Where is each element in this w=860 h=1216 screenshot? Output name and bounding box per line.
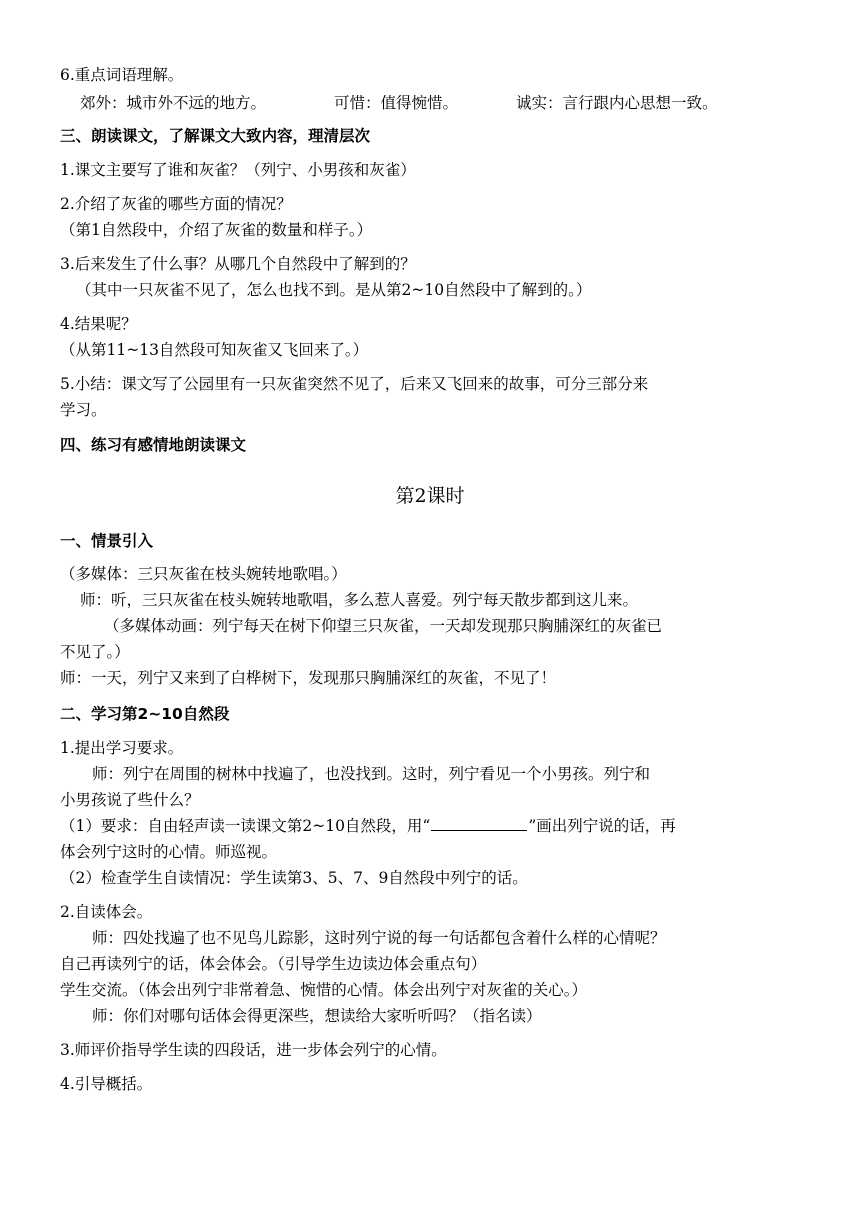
step-2-title: 2.自读体会。 [60,903,153,921]
step-1-title: 1.提出学习要求。 [60,739,184,757]
definition-chengshi: 诚实：言行跟内心思想一致。 [516,94,718,112]
question-1: 1.课文主要写了谁和灰雀？（列宁、小男孩和灰雀） [60,161,416,179]
step-1-teacher-line-2: 小男孩说了些什么？ [60,791,200,809]
heading-study-paragraphs: 二、学习第2~10自然段 [60,705,230,723]
step-4: 4.引导概括。 [60,1075,153,1093]
animation-note-line-1: （多媒体动画：列宁每天在树下仰望三只灰雀，一天却发现那只胸脯深红的灰雀已 [104,617,663,635]
multimedia-note: （多媒体：三只灰雀在枝头婉转地歌唱。） [60,565,347,583]
answer-2: （第1自然段中，介绍了灰雀的数量和样子。） [60,221,373,239]
step-1-teacher-line-1: 师：列宁在周围的树林中找遍了，也没找到。这时，列宁看见一个小男孩。列宁和 [92,765,651,783]
question-3: 3.后来发生了什么事？从哪几个自然段中了解到的？ [60,255,416,273]
requirement-2: （2）检查学生自读情况：学生读第3、5、7、9自然段中列宁的话。 [60,869,528,887]
lesson-2-title: 第2课时 [395,485,465,507]
definition-jiaowai: 郊外：城市外不远的地方。 [80,94,267,112]
heading-section-3: 三、朗读课文，了解课文大致内容，理清层次 [60,127,371,145]
heading-scene-intro: 一、情景引入 [60,532,154,550]
requirement-1-part-b: ”画出列宁说的话，再 [528,817,676,835]
requirement-1-line-2: 体会列宁这时的心情。师巡视。 [60,843,278,861]
summary-line-1: 5.小结：课文写了公园里有一只灰雀突然不见了，后来又飞回来的故事，可分三部分来 [60,375,649,393]
question-2: 2.介绍了灰雀的哪些方面的情况？ [60,195,292,213]
question-4: 4.结果呢？ [60,315,137,333]
step-2-teacher-line-2: 自己再读列宁的话，体会体会。（引导学生边读边体会重点句） [60,955,487,973]
item-6-title: 6.重点词语理解。 [60,66,184,84]
heading-section-4: 四、练习有感情地朗读课文 [60,436,247,454]
summary-line-2: 学习。 [60,401,107,419]
step-2-teacher-line-1: 师：四处找遍了也不见鸟儿踪影，这时列宁说的每一句话都包含着什么样的心情呢？ [92,929,666,947]
requirement-1-line-1 [60,815,676,837]
student-exchange: 学生交流。（体会出列宁非常着急、惋惜的心情。体会出列宁对灰雀的关心。） [60,981,588,999]
underline-blank [431,816,527,831]
animation-note-line-2: 不见了。） [60,643,130,661]
answer-3: （其中一只灰雀不见了，怎么也找不到。是从第2~10自然段中了解到的。） [76,281,592,299]
step-3: 3.师评价指导学生读的四段话，进一步体会列宁的心情。 [60,1041,447,1059]
teacher-line-2: 师：一天，列宁又来到了白桦树下，发现那只胸脯深红的灰雀，不见了！ [60,669,557,687]
definition-kexi: 可惜：值得惋惜。 [334,94,459,112]
requirement-1-part-a: （1）要求：自由轻声读一读课文第2~10自然段，用“ [60,817,431,835]
teacher-line-1: 师：听，三只灰雀在枝头婉转地歌唱，多么惹人喜爱。列宁每天散步都到这儿来。 [80,591,639,609]
step-2-teacher-line-3: 师：你们对哪句话体会得更深些，想读给大家听听吗？（指名读） [92,1007,542,1025]
answer-4: （从第11~13自然段可知灰雀又飞回来了。） [60,341,369,359]
